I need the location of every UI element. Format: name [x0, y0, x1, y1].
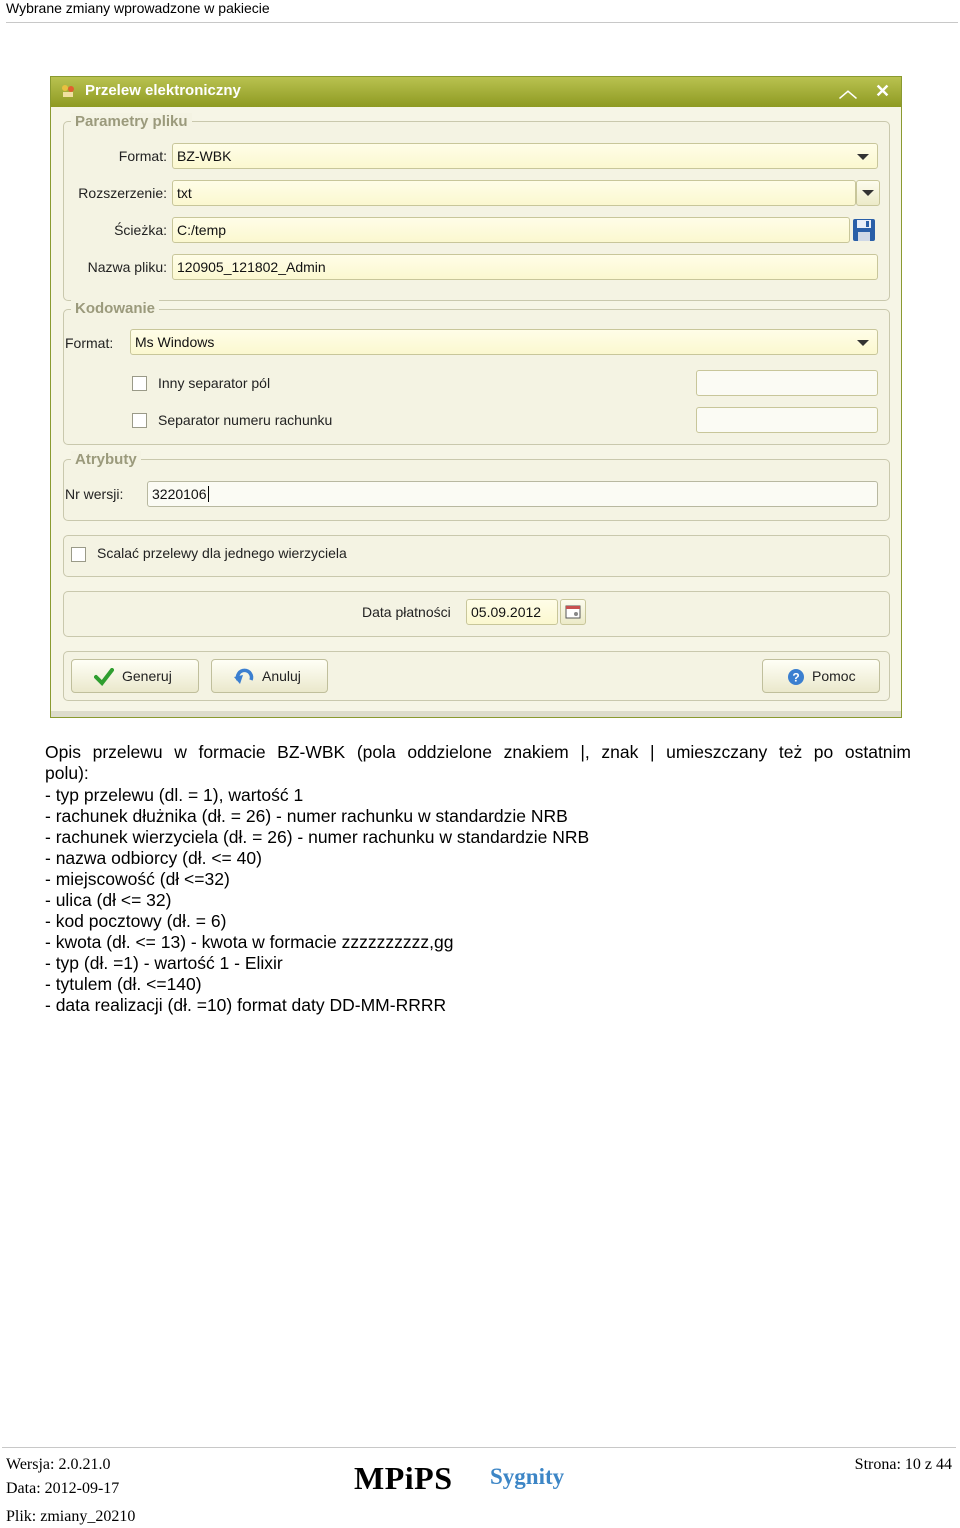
attributes-title: Atrybuty — [71, 451, 141, 468]
app-icon — [61, 84, 75, 98]
account-separator-label: Separator numeru rachunku — [158, 412, 333, 428]
chevron-down-icon — [857, 154, 869, 160]
collapse-icon[interactable]: ︿ — [839, 81, 857, 101]
list-item: - data realizacji (dł. =10) format daty DD-MM-RRRR — [45, 995, 447, 1015]
footer-divider — [2, 1447, 956, 1448]
footer-file: Plik: zmiany_20210 — [6, 1508, 136, 1525]
extension-value: txt — [177, 185, 192, 201]
footer-version: Wersja: 2.0.21.0 — [6, 1456, 111, 1473]
list-item: - kod pocztowy (dł. = 6) — [45, 911, 227, 931]
dialog-titlebar — [51, 77, 901, 107]
floppy-disk-icon — [852, 217, 876, 243]
payment-date-input[interactable] — [466, 599, 558, 625]
extension-input[interactable] — [172, 180, 856, 206]
path-label: Ścieżka: — [114, 222, 167, 238]
list-item: - rachunek wierzyciela (dł. = 26) - numer rachunku w standardzie NRB — [45, 827, 590, 847]
calendar-icon — [561, 600, 585, 624]
calendar-button[interactable] — [560, 599, 586, 625]
help-button[interactable] — [762, 659, 880, 693]
list-item: - ulica (dł <= 32) — [45, 890, 172, 910]
account-separator-input[interactable] — [696, 407, 878, 433]
footer-page-number: Strona: 10 z 44 — [854, 1456, 952, 1473]
list-item: - kwota (dł. <= 13) - kwota w formacie zzzzzzzzzz,gg — [45, 932, 454, 952]
list-item: - nazwa odbiorcy (dł. <= 40) — [45, 848, 262, 868]
transfer-dialog — [50, 76, 902, 718]
merge-checkbox[interactable] — [71, 547, 86, 562]
format-value: BZ-WBK — [177, 148, 232, 164]
chevron-down-icon — [862, 190, 874, 196]
version-value: 3220106 — [152, 486, 207, 502]
checkmark-icon — [94, 668, 114, 686]
list-item: - miejscowość (dł <=32) — [45, 869, 230, 889]
extension-label: Rozszerzenie: — [78, 185, 167, 201]
generate-label: Generuj — [122, 668, 172, 684]
save-path-button[interactable] — [852, 217, 876, 243]
account-separator-checkbox[interactable] — [132, 413, 147, 428]
screenshot-crop-edge — [51, 711, 901, 717]
encoding-format-label: Format: — [65, 335, 114, 351]
field-separator-input[interactable] — [696, 370, 878, 396]
cancel-button[interactable] — [211, 659, 328, 693]
mpips-logo: MPiPS — [354, 1460, 453, 1496]
undo-icon — [234, 668, 256, 686]
format-select[interactable] — [172, 143, 878, 169]
generate-button[interactable] — [71, 659, 199, 693]
extension-dropdown-button[interactable] — [856, 180, 880, 206]
list-item: - rachunek dłużnika (dł. = 26) - numer rachunku w standardzie NRB — [45, 806, 568, 826]
list-item: - typ przelewu (dl. = 1), wartość 1 — [45, 785, 304, 805]
description-intro-line-1: Opis przelewu w formacie BZ-WBK (pola oddzielone znakiem |, znak | umieszczany też po ostatnim — [45, 742, 911, 762]
sygnity-logo: Sygnity — [490, 1464, 565, 1489]
filename-input[interactable] — [172, 254, 878, 280]
version-input[interactable] — [147, 481, 878, 507]
cancel-label: Anuluj — [262, 668, 301, 684]
document-header: Wybrane zmiany wprowadzone w pakiecie — [6, 0, 270, 16]
description-intro-line-2: polu): — [45, 763, 89, 783]
format-label: Format: — [118, 148, 167, 164]
merge-label: Scalać przelewy dla jednego wierzyciela — [97, 545, 347, 561]
dialog-title: Przelew elektroniczny — [85, 82, 241, 99]
svg-text:?: ? — [792, 670, 800, 685]
close-icon[interactable]: ✕ — [875, 81, 891, 101]
chevron-down-icon — [857, 340, 869, 346]
encoding-format-value: Ms Windows — [135, 334, 215, 350]
encoding-title: Kodowanie — [71, 300, 159, 317]
field-separator-checkbox[interactable] — [132, 376, 147, 391]
header-divider — [6, 22, 958, 23]
list-item: - typ (dł. =1) - wartość 1 - Elixir — [45, 953, 283, 973]
footer-date: Data: 2012-09-17 — [6, 1480, 120, 1497]
help-icon — [787, 668, 805, 686]
field-list — [45, 785, 589, 1016]
encoding-format-select[interactable] — [130, 329, 878, 355]
file-params-title: Parametry pliku — [71, 113, 192, 130]
filename-label: Nazwa pliku: — [87, 259, 167, 275]
description-intro — [45, 742, 911, 784]
payment-date-value: 05.09.2012 — [471, 604, 542, 620]
path-input[interactable] — [172, 217, 850, 243]
list-item: - tytulem (dł. <=140) — [45, 974, 202, 994]
version-label: Nr wersji: — [65, 486, 124, 502]
filename-value: 120905_121802_Admin — [177, 259, 326, 275]
payment-date-label: Data płatności — [362, 604, 451, 620]
field-separator-label: Inny separator pól — [158, 375, 271, 391]
help-label: Pomoc — [812, 668, 856, 684]
path-value: C:/temp — [177, 222, 227, 238]
